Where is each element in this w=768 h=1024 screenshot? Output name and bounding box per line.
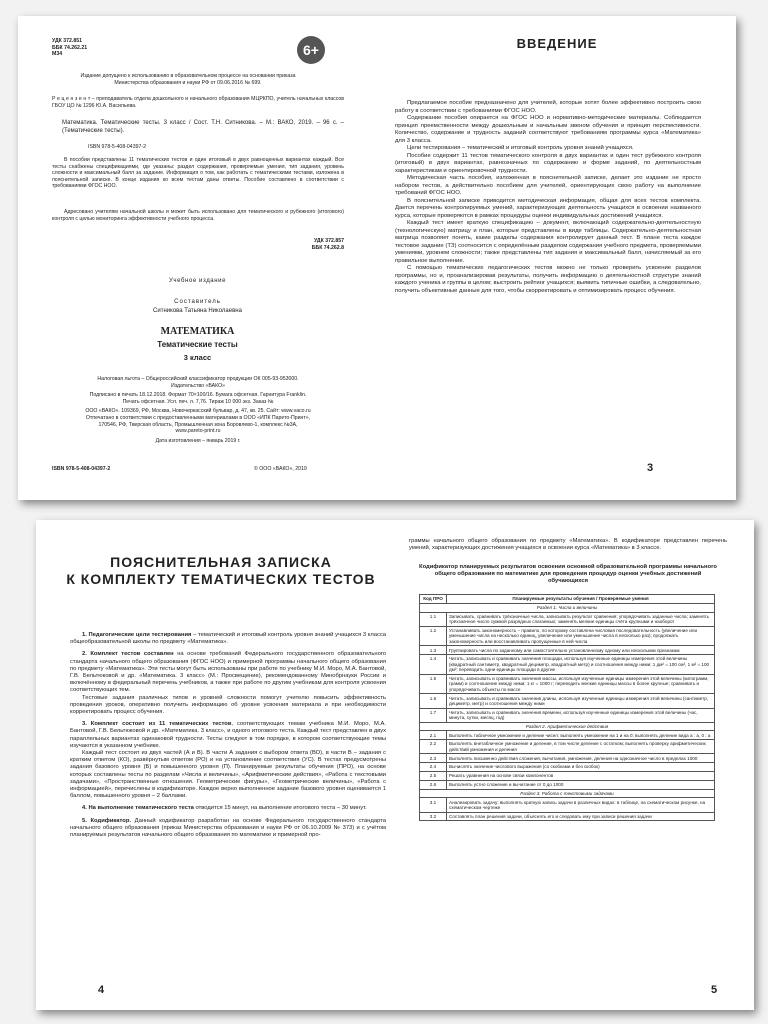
note-section	[70, 651, 386, 694]
book-spread-top	[18, 16, 736, 500]
table-section-row	[420, 789, 715, 798]
table-row	[420, 754, 715, 763]
skill-code: 2.3	[420, 754, 447, 763]
note-section	[70, 750, 386, 800]
note-body	[70, 632, 386, 839]
abstract-paragraph-audience: Адресовано учителям начальной школы и может быть использовано для тематического и рубежного (итогового) контроля с целью мониторинга эффективности учебного процесса.	[52, 209, 344, 222]
section-lead: 1. Педагогические цели тестирования	[82, 632, 192, 638]
table-row	[420, 763, 715, 772]
skill-description: Анализировать задачу; выполнять краткую запись задачи в различных видах: в таблице, на схематическом рисунке, на схематическом чертеже	[447, 798, 715, 812]
section-lead: 2. Комплект тестов составлен	[82, 651, 174, 658]
compiler-name: Ситникова Татьяна Николаевна	[153, 308, 242, 314]
codifier-table-wrap	[419, 594, 715, 821]
skill-code: 2.4	[420, 763, 447, 772]
book-subtitle: Тематические тесты	[157, 340, 238, 349]
imprint-line: 170546, РФ, Тверская область, Промышленная зона Боровлево-1, комплекс №3А,	[98, 421, 298, 428]
intro-paragraph: С помощью тематических педагогических тестов можно не только проверить усвоение разделов программы, но и, проанализировав результаты, получить информацию о деятельностной структуре знаний каждого ученика и группы в целом; выстроить рейтинг учащихся; выявить типичные ошибки, а следовательно, получить объективные данные для того, чтобы скорректировать и оптимизировать процесс обучения.	[395, 265, 701, 294]
note-title-line1: ПОЯСНИТЕЛЬНАЯ ЗАПИСКА	[110, 554, 332, 570]
skill-description: Читать, записывать и сравнивать значения времени, используя изученные единицы измерения этой величины (час, минута, сутки, месяц, год)	[447, 708, 715, 722]
section-lead: 5. Кодификатор.	[82, 817, 131, 824]
compiler-label: Составитель	[174, 299, 221, 305]
table-row	[420, 708, 715, 722]
skill-code: 2.5	[420, 772, 447, 781]
intro-paragraph: Цели тестирования – тематический и итоговый контроль уровня знаний учащихся.	[407, 145, 634, 151]
intro-paragraph: Предлагаемое пособие предназначено для учителей, которые хотят более эффективно построить свою работу в соответствии с требованиями ФГОС НОО.	[395, 100, 701, 114]
skill-code: 1.5	[420, 674, 447, 694]
section-text: – тематический и итоговый контроль уровня знаний учащихся 3 класса общеобразовательной школы по предмету «Математика».	[70, 632, 386, 646]
imprint-line: Издательство «ВАКО»	[170, 382, 226, 389]
skill-code: 1.4	[420, 655, 447, 675]
footer-copyright: © ООО «ВАКО», 2019	[254, 466, 307, 472]
page-title: ВВЕДЕНИЕ	[516, 36, 598, 51]
section-text: Данный кодификатор разработан на основе Федерального государственного стандарта начального общего образования (приказ Министерства образования и науки РФ от 06.10.2009 № 373) и с учётом планируемых результатов начального общего образования по математике и примерной про-	[70, 817, 386, 839]
section-text: на основе требований Федерального государственного образовательного стандарта начального общего образования (ФГОС НОО) и примерной программы начального общего образования по предмету «Математика». Эти тесты могут быть использованы при работе по учебнику М.И. Моро, М.А. Бантовой, Г.В. Бельтюковой и др. «Математика. 3 класс» (М.: Просвещение), рекомендованному Минобрнауки России и включённому в федеральный перечень учебников, а также при работе по другим учебникам для контроля усвоения соответствующих тем.	[70, 651, 386, 694]
edition-type: Учебное издание	[168, 278, 227, 284]
skill-code: 3.2	[420, 812, 447, 821]
imprint-line: ООО «ВАКО». 109369, РФ, Москва, Новочеркасский бульвар, д. 47, кв. 25. Сайт: www.vaco.ru	[85, 408, 311, 415]
table-row	[420, 674, 715, 694]
skill-description: Составлять план решения задачи, объяснять его и следовать ему при записи решения задачи	[447, 812, 715, 821]
table-row	[420, 798, 715, 812]
book-title: МАТЕМАТИКА	[160, 326, 235, 337]
imprint-details	[38, 376, 358, 444]
skill-description: Читать, записывать и сравнивать значения длины, используя изученные единицы измерения этой величины (сантиметр, дециметр, метр) и соотношения между ними	[447, 694, 715, 708]
skill-description: Записывать, сравнивать трёхзначные числа, записывать результат сравнения; упорядочивать заданные числа; заменять трёхзначное число суммой разрядных слагаемых; заменять мелкие единицы счёта крупными и наоборот	[447, 612, 715, 626]
imprint-line: Печать офсетная. Усл. печ. л. 7,76. Тираж 10 000 экз. Заказ №	[122, 398, 274, 405]
table-row	[420, 812, 715, 821]
section-text: отводится 15 минут, на выполнение итогового теста – 30 минут.	[193, 805, 367, 812]
table-section-row	[420, 603, 715, 612]
intro-paragraph: Методическая часть пособия, изложенная в пояснительной записке, делает это издание не просто набором тестов, а действительно пособием для учителей, ориентирующих свою работу на выполнение требований ФГОС НОО.	[395, 175, 701, 196]
abstract-paragraph: В пособии представлены 11 тематических тестов и один итоговый в двух равноценных вариантах каждый. Все тесты снабжены спецификациями, где указаны: раздел содержания, проверяемые умения, тип задания, уровень сложности и максимальный балл за задание. Информация о том, как работать с тематическими тестами, изложена в пояснительной записке. В конце издания ко всем тестам даны ответы. Пособие составлено в соответствии с требованиями ФГОС НОО.	[52, 157, 344, 190]
skill-description: Решать уравнения на основе связи компонентов	[447, 772, 715, 781]
table-row	[420, 740, 715, 754]
footer-isbn: ISBN 978-5-408-04397-2	[52, 466, 111, 472]
section-heading: Раздел 1. Числа и величины	[420, 603, 715, 612]
codifier-table	[419, 594, 715, 821]
skill-code: 1.7	[420, 708, 447, 722]
note-section	[70, 805, 386, 812]
explanatory-note-page	[36, 520, 395, 1010]
isbn-line: ISBN 978-5-408-04397-2	[88, 144, 146, 150]
intro-paragraph: Пособие содержит 11 тестов тематического контроля в двух вариантах и один тест рубежного контроля (итоговый) в двух вариантах, равнозначных по содержанию и форме заданий, по деятельностным характеристикам и ориентировочной трудности.	[395, 152, 701, 174]
skill-code: 2.2	[420, 740, 447, 754]
section-lead: 4. На выполнение тематического теста	[82, 805, 194, 812]
codifier-intro: граммы начального общего образования по предмету «Математика». В кодификаторе представлен перечень умений, характеризующих достижения учащихся в освоении курса «Математика» в 3 классе.	[409, 538, 727, 552]
skill-code: 1.3	[420, 646, 447, 655]
table-caption: Кодификатор планируемых результатов освоения основной образовательной программы начального общего образования по математике для проведения процедур оценки учебных достижений обучающихся	[419, 564, 717, 584]
section-lead: 3. Комплект состоит из 11 тематических тестов	[82, 721, 232, 728]
section-text: Каждый тест состоит из двух частей (А и В). В части А задания с выбором ответа (ВО), в части В – задания с кратким ответом (КО), развёрнутым ответом (РО) и на установление соответствия (УС). В тестах предусмотрены задания базового уровня (Б) и повышенного уровня (П). Планируемые результаты обучения (ПРО), на основе которых составлены тесты по разделам «Числа и величины», «Арифметические действия», «Работа с текстовыми задачами», «Пространственные отношения. Геометрические фигуры», «Геометрические величины», «Работа с информацией», перечислены в кодификаторе. Каждое верно выполненное задание базового уровня оценивается 1 баллом, повышенного уровня – 2 баллами.	[70, 750, 386, 800]
age-rating-badge: 6+	[297, 36, 325, 64]
skill-code: 2.1	[420, 731, 447, 740]
book-spread-bottom	[36, 520, 754, 1010]
skill-description: Выполнять устно сложение и вычитание от 0 до 1000	[447, 780, 715, 789]
author-mark: М34	[52, 51, 63, 58]
skill-description: Группировать числа по заданному или самостоятельно установленному одному или нескольким признакам	[447, 646, 715, 655]
note-section	[70, 695, 386, 717]
skill-code: 1.2	[420, 626, 447, 646]
imprint-line: www.pareto-print.ru	[175, 428, 221, 435]
section-heading: Раздел 3. Работа с текстовыми задачами	[420, 789, 715, 798]
table-row	[420, 612, 715, 626]
table-body	[420, 603, 715, 821]
udk-line: УДК 372.851	[52, 38, 83, 44]
section-text: , соответствующих темам учебника М.И. Моро, М.А. Бантовой, Г.В. Бельтюковой и др. «Математика. 3 класс», и одного итогового теста. Каждый тест представлен в двух параллельных вариантах одинаковой трудности. Тесты следуют в том порядке, в котором соответствующие темы изучаются в указанном учебнике.	[70, 721, 386, 749]
page-number: 4	[98, 984, 105, 996]
table-row	[420, 772, 715, 781]
imprint-line: Дата изготовления – январь 2019 г.	[155, 437, 241, 444]
skill-description: Читать, записывать и сравнивать значения площади, используя изученные единицы измерения этой величины (квадратный сантиметр, квадратный дециметр, квадратный метр) и соотношения между ними: 1 дм² = 100 см², 1 м² = 100 дм²; переводить одни единицы площади в другие	[447, 655, 715, 675]
table-section-row	[420, 722, 715, 731]
introduction-page	[377, 16, 736, 500]
table-row	[420, 655, 715, 675]
page-number: 5	[711, 984, 718, 996]
imprint-line: Налоговая льгота – Общероссийский классификатор продукции ОК 005-93-953000.	[97, 376, 299, 382]
bbk-line: ББК 74.262.8	[311, 244, 344, 251]
table-row	[420, 731, 715, 740]
intro-paragraph: Каждый тест имеет краткую спецификацию – документ, включающий содержательно-деятельностную (технологическую) матрицу и план, которые представлены в виде таблицы. Содержательно-деятельностная матрица позволяет понять, какие разделы содержания контролирует данный тест. В плане теста каждое тестовое задание (ТЗ) соотносится с определённым разделом содержания учебного предмета, проверяемыми умениями, уровнем сложности; также представлены тип задания и максимальный балл, начисляемый за его правильное выполнение.	[395, 220, 701, 264]
skill-code: 1.6	[420, 694, 447, 708]
page-number: 3	[647, 462, 654, 474]
udk-line: УДК 372.857	[313, 238, 344, 244]
intro-text	[395, 100, 701, 295]
approval-text: Издание допущено к использованию в образовательном процессе на основании приказа Министерства образования и науки РФ от 09.06.2016 № 699.	[80, 73, 296, 86]
imprint-line: Отпечатано в соответствии с предоставленными материалами в ООО «ИПК Парето-Принт»,	[85, 414, 311, 421]
table-row	[420, 626, 715, 646]
note-section	[70, 632, 386, 646]
intro-paragraph: В пояснительной записке приводится методическая информация, общая для всех тестов комплекта. Дается перечень контролируемых умений, характеризующих деятельность учащихся в освоении названного курса, которые проверяются в рамках процедуры оценки индивидуальных достижений учащихся.	[395, 197, 701, 219]
skill-description: Выполнять внетабличное умножение и деление, в том числе деление с остатком; выполнять проверку арифметических действий умножения и деления	[447, 740, 715, 754]
imprint-page	[18, 16, 377, 500]
reviewer-text: Р е ц е н з е н т – преподаватель отдела дошкольного и начального образования МЦРКПО, учитель начальных классов ГБОУ ЦО № 1296 Ю.А. Васильева.	[52, 96, 344, 109]
citation-body: Математика. Тематические тесты. 3 класс / Сост. Т.Н. Ситникова. – М.: ВАКО, 2019. – 96 с. – (Тематические тесты).	[62, 120, 344, 134]
citation-text	[62, 120, 344, 135]
skill-description: Читать, записывать и сравнивать значения массы, используя изученные единицы измерения этой величины (килограмм, грамм) и соотношение между ними: 1 кг = 1000 г; переводить мелкие единицы массы в более крупные; сравнивать и упорядочивать объекты по массе	[447, 674, 715, 694]
skill-description: Выполнять письменно действия сложения, вычитания, умножения, деления на однозначное число в пределах 1000	[447, 754, 715, 763]
udk-repeat	[238, 238, 344, 251]
codifier-page	[395, 520, 754, 1010]
skill-code: 3.1	[420, 798, 447, 812]
column-header-skills: Планируемые результаты обучения / Проверяемые умения	[447, 595, 715, 604]
book-grade: 3 класс	[183, 353, 212, 362]
column-header-code: Код ПРО	[420, 595, 447, 604]
note-title-line2: К КОМПЛЕКТУ ТЕМАТИЧЕСКИХ ТЕСТОВ	[66, 571, 376, 587]
table-header-row	[420, 595, 715, 604]
skill-description: Вычислять значение числового выражения (со скобками и без скобок)	[447, 763, 715, 772]
udk-block	[52, 38, 172, 58]
imprint-line: Подписано в печать 18.12.2018. Формат 70×100/16. Бумага офсетная. Гарнитура Franklin.	[89, 392, 307, 399]
section-text: Тестовые задания различных типов и уровней сложности помогут учителю повысить эффективность проведения уроков, оперативно получить информацию об уровне усвоения материала и при необходимости корректировать процесс обучения.	[70, 694, 386, 716]
table-row	[420, 646, 715, 655]
table-row	[420, 694, 715, 708]
section-heading: Раздел 2. Арифметические действия	[420, 722, 715, 731]
skill-description: Выполнять табличное умножение и деление чисел; выполнять умножение на 1 и на 0; выполнять деление вида a : a, 0 : a	[447, 731, 715, 740]
bbk-line: ББК 74.262.21	[52, 44, 88, 51]
intro-paragraph: Содержание пособия опирается на ФГОС НОО и нормативно-методические материалы. Соблюдается принцип преемственности между дошкольным и начальным звеном обучения и принцип перспективности. Количество, содержание и трудность заданий соответствуют требованиям программы курса «Математика» для 3 класса.	[395, 115, 701, 144]
skill-description: Устанавливать закономерность – правило, по которому составлена числовая последовательность (увеличение или уменьшение числа на несколько единиц, увеличение или уменьшение числа в несколько раз); продолжать закономерность или восстанавливать пропущенные в ней числа	[447, 626, 715, 646]
table-row	[420, 780, 715, 789]
skill-code: 2.6	[420, 780, 447, 789]
note-section	[70, 721, 386, 750]
note-section	[70, 818, 386, 840]
skill-code: 1.1	[420, 612, 447, 626]
